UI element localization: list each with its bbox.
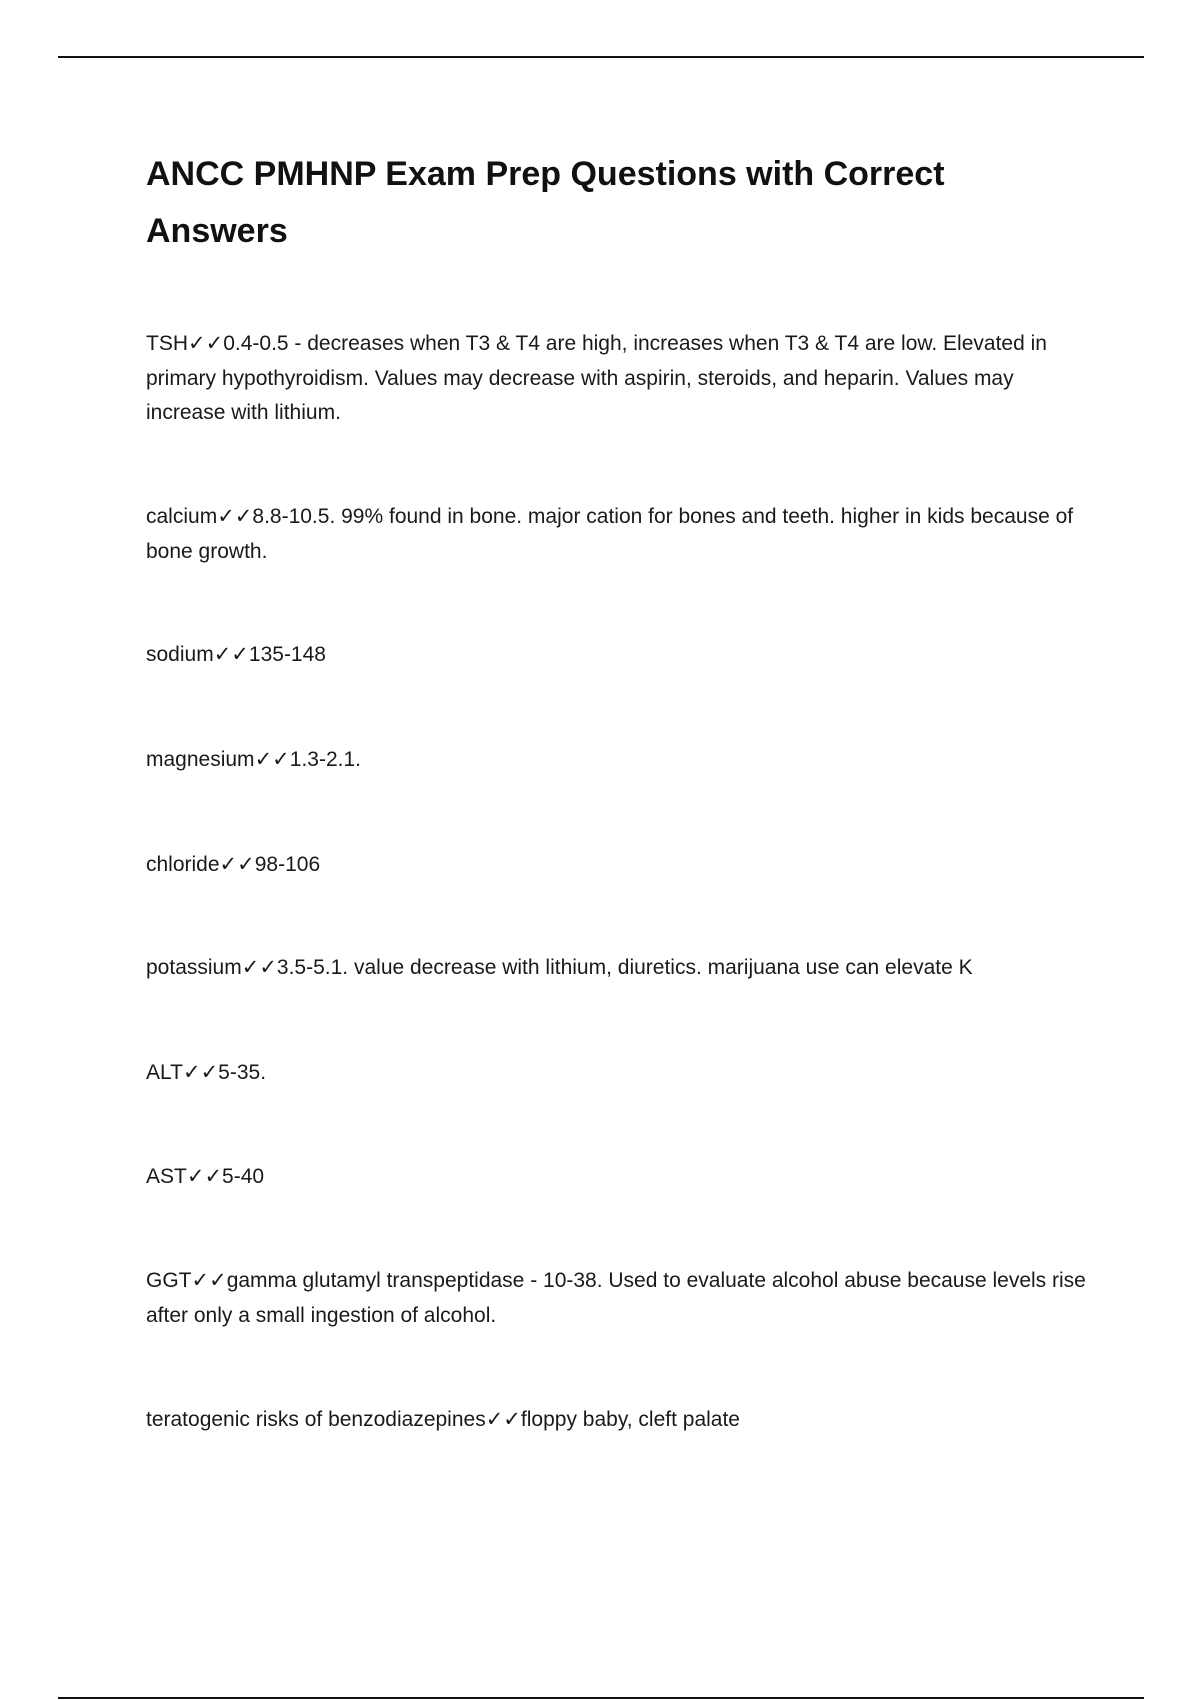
entry-answer: 1.3-2.1. — [289, 748, 361, 771]
qa-entry-benzodiazepines — [146, 1403, 1086, 1438]
qa-entry-ggt — [146, 1264, 1086, 1333]
entry-term: TSH — [146, 332, 188, 355]
document-title: ANCC PMHNP Exam Prep Questions with Correct Answers — [146, 155, 945, 250]
entry-term: potassium — [146, 956, 242, 979]
entry-answer: 135-148 — [248, 643, 326, 666]
qa-entry-potassium — [146, 951, 1086, 986]
qa-entry-chloride — [146, 848, 1086, 883]
qa-entry-ast — [146, 1160, 1086, 1195]
qa-entry-sodium — [146, 638, 1086, 673]
double-check-icon: ✓✓ — [219, 853, 255, 876]
entry-term: GGT — [146, 1269, 192, 1292]
qa-entry-magnesium — [146, 743, 1086, 778]
entry-answer: 98-106 — [254, 853, 321, 876]
entry-term: AST — [146, 1165, 187, 1188]
entry-term: ALT — [146, 1061, 183, 1084]
entry-term: calcium — [146, 505, 218, 528]
entry-answer: 3.5-5.1. value decrease with lithium, diuretics. marijuana use can elevate K — [276, 956, 973, 979]
footer-rule — [58, 1697, 1144, 1699]
double-check-icon: ✓✓ — [213, 643, 249, 666]
double-check-icon: ✓✓ — [241, 956, 277, 979]
entry-answer: 0.4-0.5 - decreases when T3 & T4 are high, increases when T3 & T4 are low. Elevated in primary hypothyroidism. Values may decrease with aspirin, steroids, and heparin. Values may increase with lithium. — [146, 332, 1047, 424]
double-check-icon: ✓✓ — [191, 1269, 227, 1292]
qa-entry-calcium — [146, 500, 1086, 569]
entry-answer: floppy baby, cleft palate — [520, 1408, 740, 1431]
double-check-icon: ✓✓ — [485, 1408, 521, 1431]
double-check-icon: ✓✓ — [186, 1165, 223, 1188]
qa-entry-alt — [146, 1056, 1086, 1091]
entry-answer: 8.8-10.5. 99% found in bone. major cation for bones and teeth. higher in kids because of bone growth. — [146, 505, 1074, 563]
double-check-icon: ✓✓ — [182, 1061, 219, 1084]
double-check-icon: ✓✓ — [217, 505, 253, 528]
qa-entry-tsh — [146, 327, 1086, 431]
entry-term: chloride — [146, 853, 220, 876]
double-check-icon: ✓✓ — [188, 332, 224, 355]
header-rule — [58, 56, 1144, 58]
entry-answer: 5-40 — [222, 1165, 265, 1188]
entry-term: sodium — [146, 643, 214, 666]
entry-term: magnesium — [146, 748, 255, 771]
entry-answer: gamma glutamyl transpeptidase - 10-38. Used to evaluate alcohol abuse because levels rise after only a small ingestion of alcohol. — [146, 1269, 1086, 1327]
double-check-icon: ✓✓ — [254, 748, 290, 771]
entry-answer: 5-35. — [218, 1061, 267, 1084]
entry-term: teratogenic risks of benzodiazepines — [146, 1408, 486, 1431]
